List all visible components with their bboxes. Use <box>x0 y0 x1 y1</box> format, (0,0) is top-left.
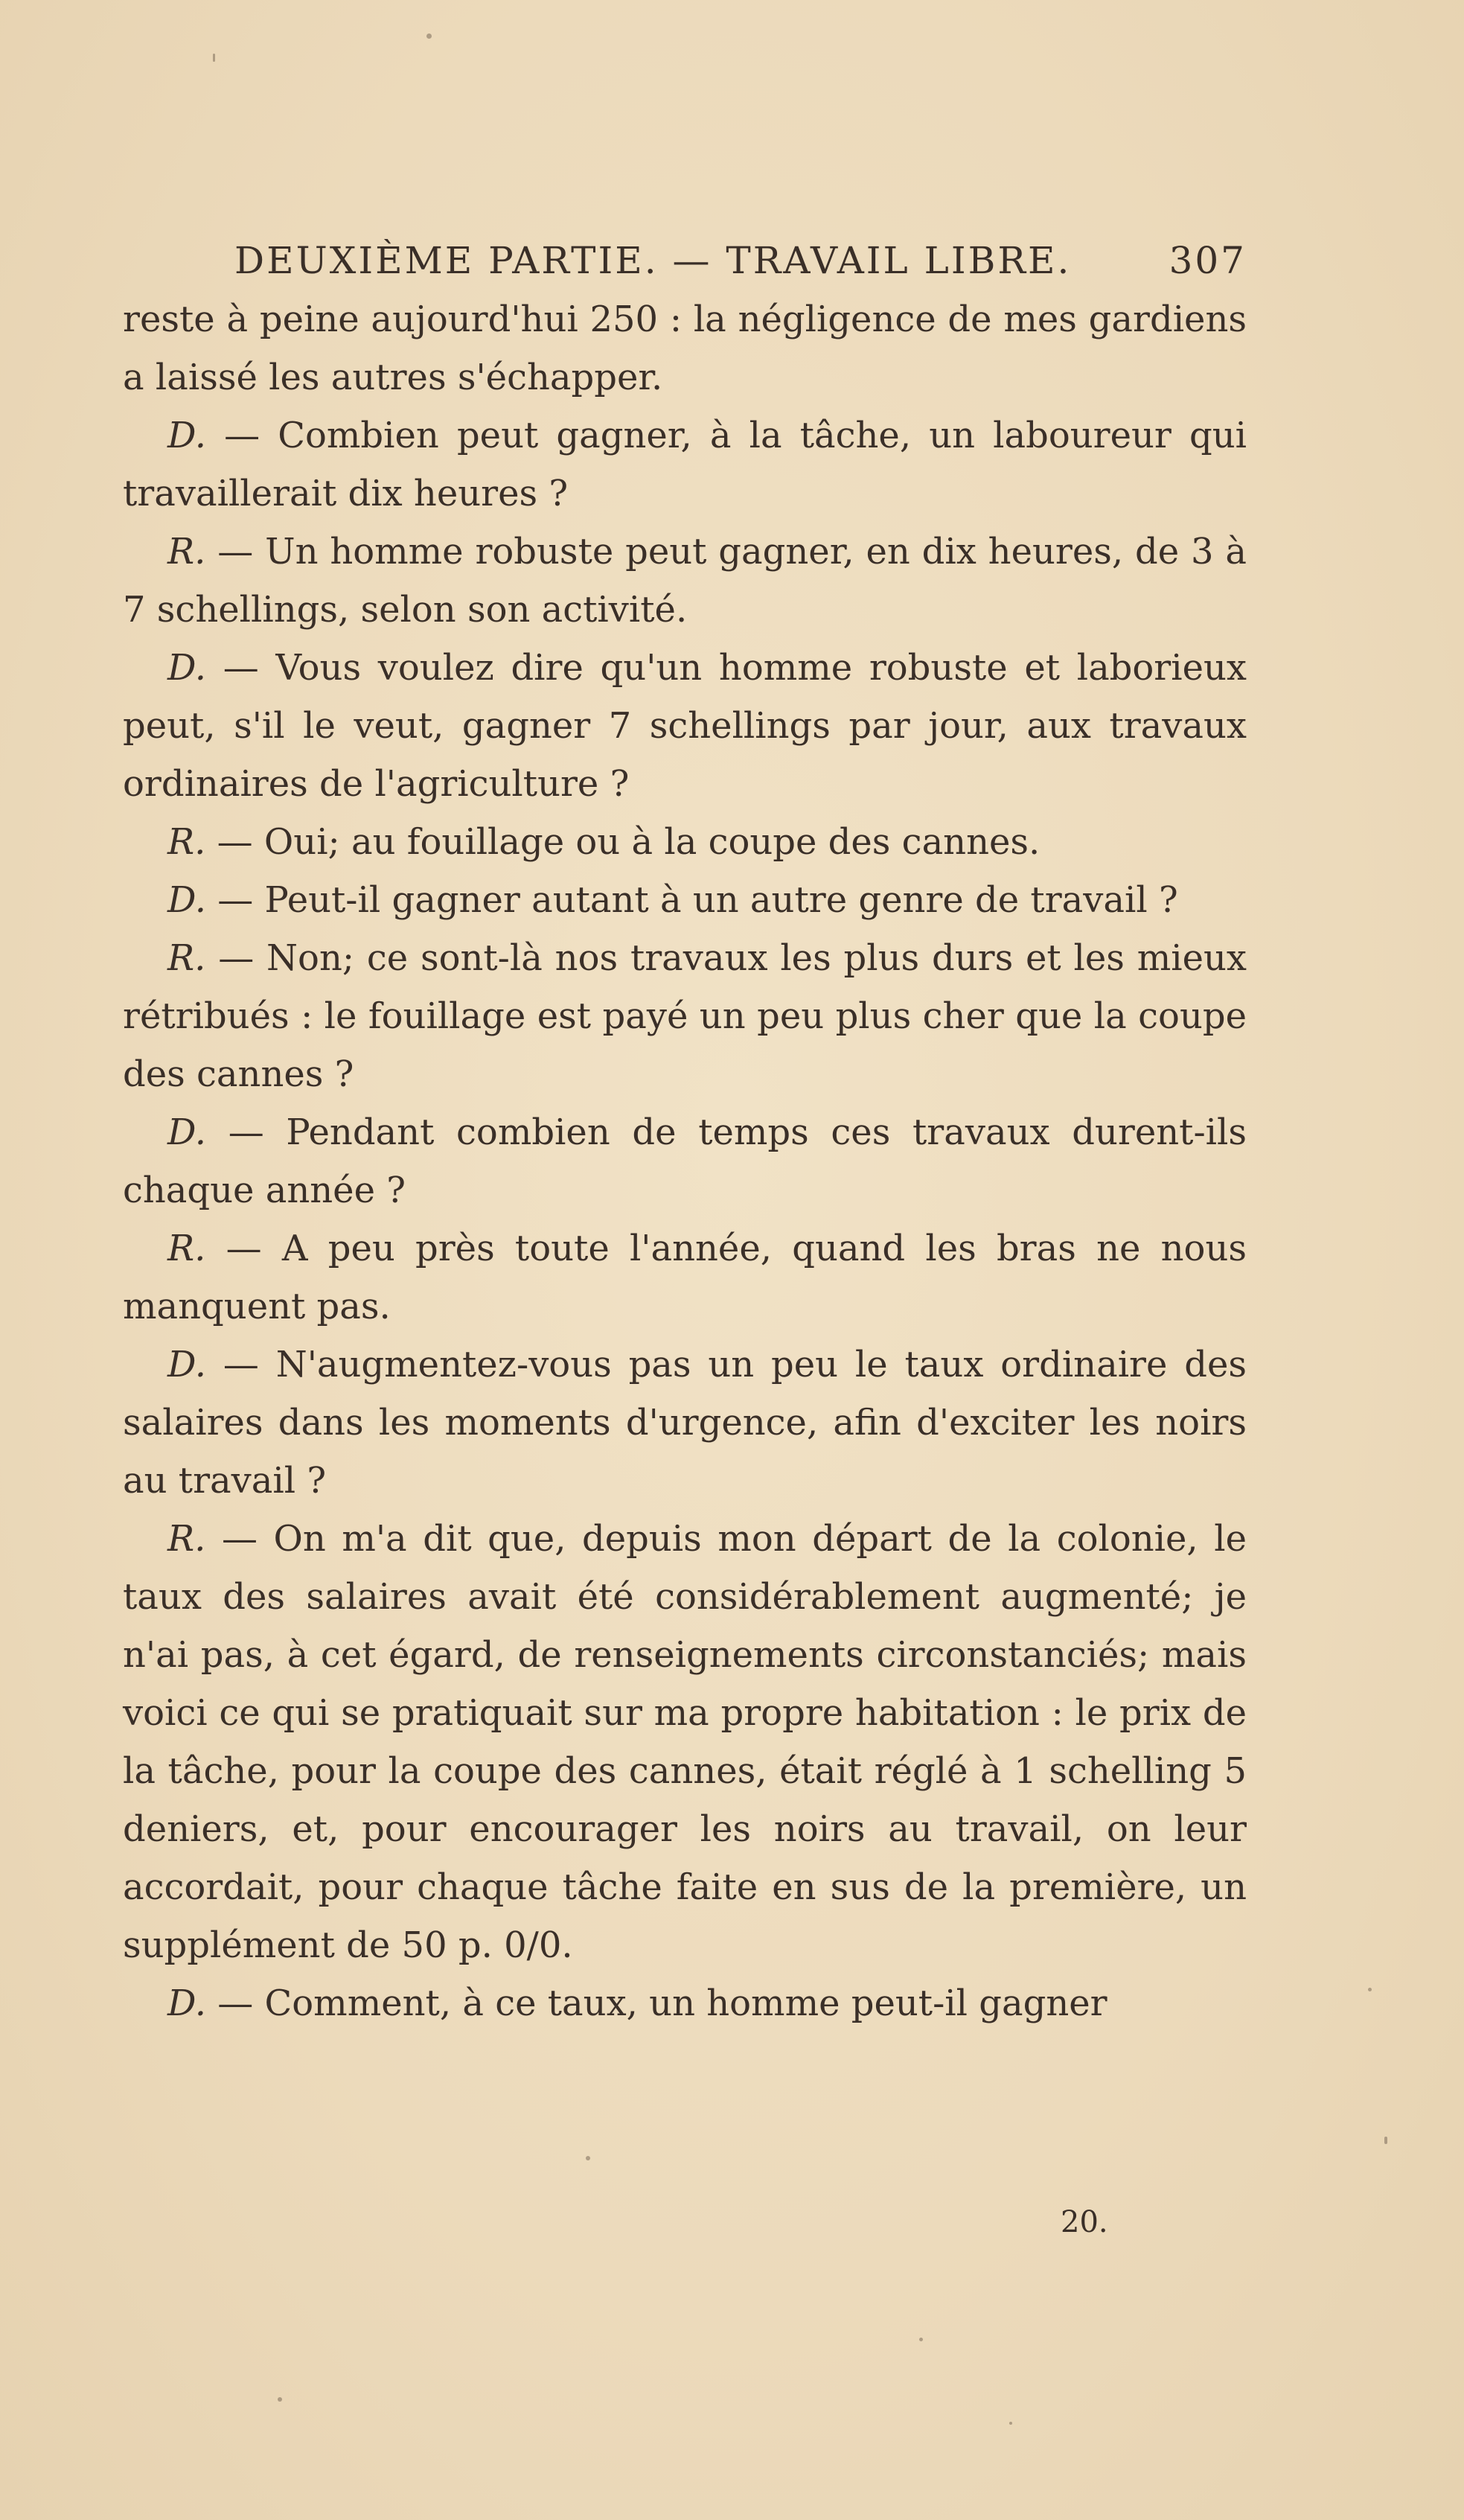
ink-speck <box>426 34 432 39</box>
speaker-label: R. <box>167 821 206 863</box>
ink-speck <box>278 2397 282 2402</box>
paragraph <box>123 290 1247 406</box>
ink-speck <box>1368 1988 1372 1991</box>
ink-speck <box>213 54 215 62</box>
paragraph-text: — On m'a dit que, depuis mon départ de la colonie, le taux des salaires avait été considérablement augmenté; je n'ai pas, à cet égard, de renseignements circonstanciés; mais voici ce qui se pratiquait sur ma propre habitation : le prix de la tâche, pour la coupe des cannes, était réglé à 1 schelling 5 deniers, et, pour encourager les noirs au travail, on leur accordait, pour chaque tâche faite en sus de la première, un supplément de 50 p. 0/0. <box>123 1518 1247 1966</box>
paragraph-text: reste à peine aujourd'hui 250 : la négligence de mes gardiens a laissé les autres s'échapper. <box>123 299 1247 398</box>
paragraph <box>123 523 1247 639</box>
running-head <box>123 231 1247 290</box>
paragraph <box>123 406 1247 523</box>
paragraph-text: — Vous voulez dire qu'un homme robuste et laborieux peut, s'il le veut, gagner 7 schellings par jour, aux travaux ordinaires de l'agriculture ? <box>123 647 1247 805</box>
paragraph-text: — A peu près toute l'année, quand les bras ne nous manquent pas. <box>123 1228 1247 1327</box>
running-head-title: DEUXIÈME PARTIE. — TRAVAIL LIBRE. <box>234 239 1072 282</box>
text-block <box>123 231 1247 2032</box>
speaker-label: R. <box>167 1518 206 1560</box>
paragraph <box>123 1974 1247 2032</box>
paragraph <box>123 871 1247 929</box>
paragraph-text: — Peut-il gagner autant à un autre genre de travail ? <box>206 879 1178 921</box>
paragraph <box>123 1103 1247 1219</box>
ink-speck <box>1009 2422 1012 2425</box>
speaker-label: D. <box>167 879 207 921</box>
speaker-label: R. <box>167 937 206 979</box>
paragraph <box>123 1336 1247 1510</box>
paragraph-text: — Combien peut gagner, à la tâche, un laboureur qui travaillerait dix heures ? <box>123 415 1247 514</box>
ink-speck <box>1384 2137 1387 2144</box>
paragraph-text: — Un homme robuste peut gagner, en dix heures, de 3 à 7 schellings, selon son activité. <box>123 531 1247 631</box>
paragraph-text: — N'augmentez-vous pas un peu le taux ordinaire des salaires dans les moments d'urgence, afin d'exciter les noirs au travail ? <box>123 1344 1247 1502</box>
speaker-label: D. <box>167 647 207 689</box>
ink-speck <box>586 2156 590 2160</box>
paragraph-text: — Oui; au fouillage ou à la coupe des cannes. <box>205 821 1041 863</box>
ink-speck <box>919 2338 923 2341</box>
speaker-label: D. <box>167 415 207 456</box>
speaker-label: D. <box>167 1344 207 1385</box>
speaker-label: D. <box>167 1982 207 2024</box>
paragraph-text: — Non; ce sont-là nos travaux les plus durs et les mieux rétribués : le fouillage est payé un peu plus cher que la coupe des cannes ? <box>123 937 1247 1095</box>
paragraph-text: — Comment, à ce taux, un homme peut-il gagner <box>206 1982 1107 2024</box>
signature-mark: 20. <box>1061 2205 1108 2239</box>
speaker-label: D. <box>167 1111 207 1153</box>
paragraph-text: — Pendant combien de temps ces travaux durent-ils chaque année ? <box>123 1111 1247 1211</box>
speaker-label: R. <box>167 531 206 572</box>
paragraph <box>123 1510 1247 1974</box>
paragraph <box>123 813 1247 871</box>
page-number: 307 <box>1169 239 1247 282</box>
paragraph <box>123 929 1247 1103</box>
paragraph <box>123 639 1247 813</box>
speaker-label: R. <box>167 1228 206 1269</box>
paragraph <box>123 1219 1247 1336</box>
